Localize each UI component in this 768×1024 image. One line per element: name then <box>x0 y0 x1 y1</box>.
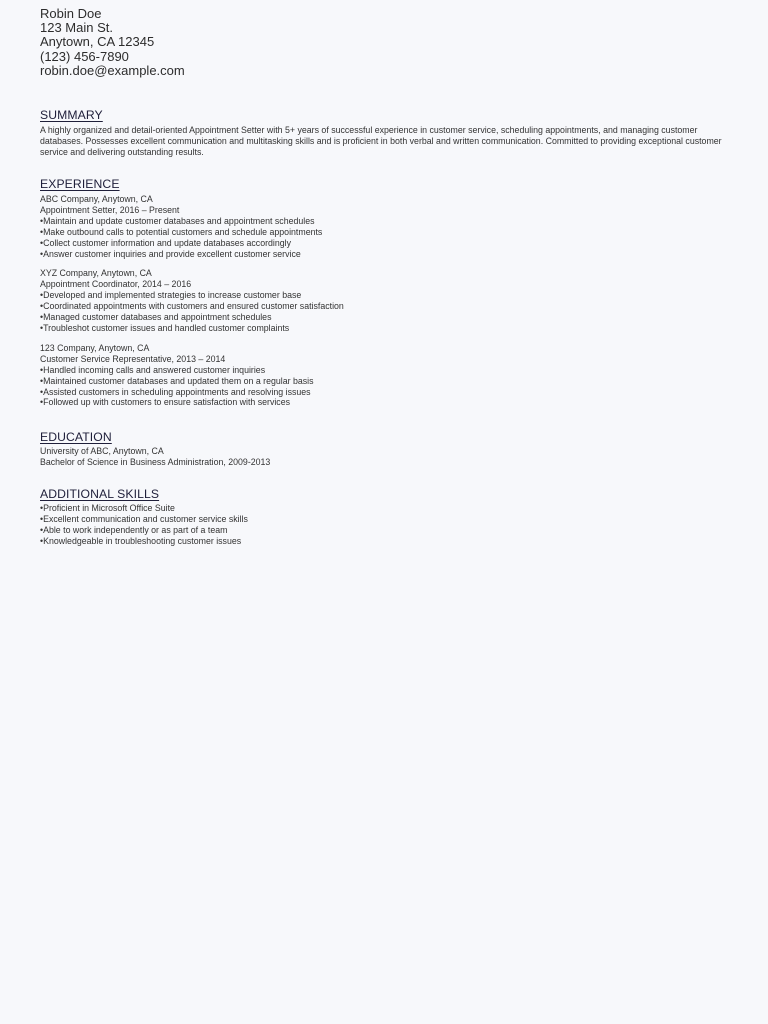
summary-section <box>40 108 728 158</box>
contact-header <box>40 7 728 78</box>
job-role: Customer Service Representative, 2013 – 2014 <box>40 353 226 364</box>
job-entry <box>40 268 728 333</box>
job-duty-item: • Troubleshot customer issues and handled customer complaints <box>40 323 728 334</box>
skill-item: • Able to work independently or as part of a team <box>40 525 728 536</box>
contact-email: robin.doe@example.com <box>40 62 185 78</box>
job-duty-item: • Handled incoming calls and answered customer inquiries <box>40 365 728 376</box>
job-duty-item: • Followed up with customers to ensure satisfaction with services <box>40 397 728 408</box>
skills-list <box>40 503 728 547</box>
job-duties <box>40 216 728 260</box>
job-duty-item: • Maintained customer databases and updated them on a regular basis <box>40 376 728 387</box>
job-duties <box>40 365 728 409</box>
job-role: Appointment Coordinator, 2014 – 2016 <box>40 279 192 290</box>
job-duties <box>40 290 728 334</box>
job-duty-item: • Collect customer information and update databases accordingly <box>40 238 728 249</box>
job-duty-item: • Maintain and update customer databases and appointment schedules <box>40 216 728 227</box>
experience-section <box>40 177 728 408</box>
skill-item: • Excellent communication and customer service skills <box>40 514 728 525</box>
contact-phone: (123) 456-7890 <box>40 48 129 64</box>
education-heading: EDUCATION <box>40 430 112 445</box>
summary-text: A highly organized and detail-oriented Appointment Setter with 5+ years of successful experience in customer service, scheduling appointments, and managing customer databases. Possesses excellent communication and multitasking skills and is proficient in both verbal and written communication. Committed to providing exceptional customer service and delivering outstanding results. <box>40 125 722 158</box>
job-company: XYZ Company, Anytown, CA <box>40 268 152 279</box>
education-degree: Bachelor of Science in Business Administration, 2009-2013 <box>40 457 271 468</box>
job-duty-item: • Answer customer inquiries and provide excellent customer service <box>40 249 728 260</box>
job-company: 123 Company, Anytown, CA <box>40 342 150 353</box>
job-role: Appointment Setter, 2016 – Present <box>40 204 180 215</box>
experience-heading: EXPERIENCE <box>40 177 120 192</box>
summary-heading: SUMMARY <box>40 108 103 123</box>
education-school: University of ABC, Anytown, CA <box>40 446 164 457</box>
job-entry <box>40 194 728 259</box>
job-duty-item: • Coordinated appointments with customers and ensured customer satisfaction <box>40 301 728 312</box>
job-duty-item: • Managed customer databases and appointment schedules <box>40 312 728 323</box>
skills-section <box>40 487 728 547</box>
job-company: ABC Company, Anytown, CA <box>40 194 153 205</box>
skills-heading: ADDITIONAL SKILLS <box>40 487 160 502</box>
job-duty-item: • Developed and implemented strategies to increase customer base <box>40 290 728 301</box>
job-duty-item: • Make outbound calls to potential customers and schedule appointments <box>40 227 728 238</box>
skill-item: • Knowledgeable in troubleshooting customer issues <box>40 536 728 547</box>
contact-city: Anytown, CA 12345 <box>40 34 155 50</box>
education-section <box>40 430 728 468</box>
job-entry <box>40 343 728 408</box>
job-duty-item: • Assisted customers in scheduling appointments and resolving issues <box>40 387 728 398</box>
contact-street: 123 Main St. <box>40 20 113 36</box>
contact-name: Robin Doe <box>40 6 102 21</box>
skill-item: • Proficient in Microsoft Office Suite <box>40 503 728 514</box>
